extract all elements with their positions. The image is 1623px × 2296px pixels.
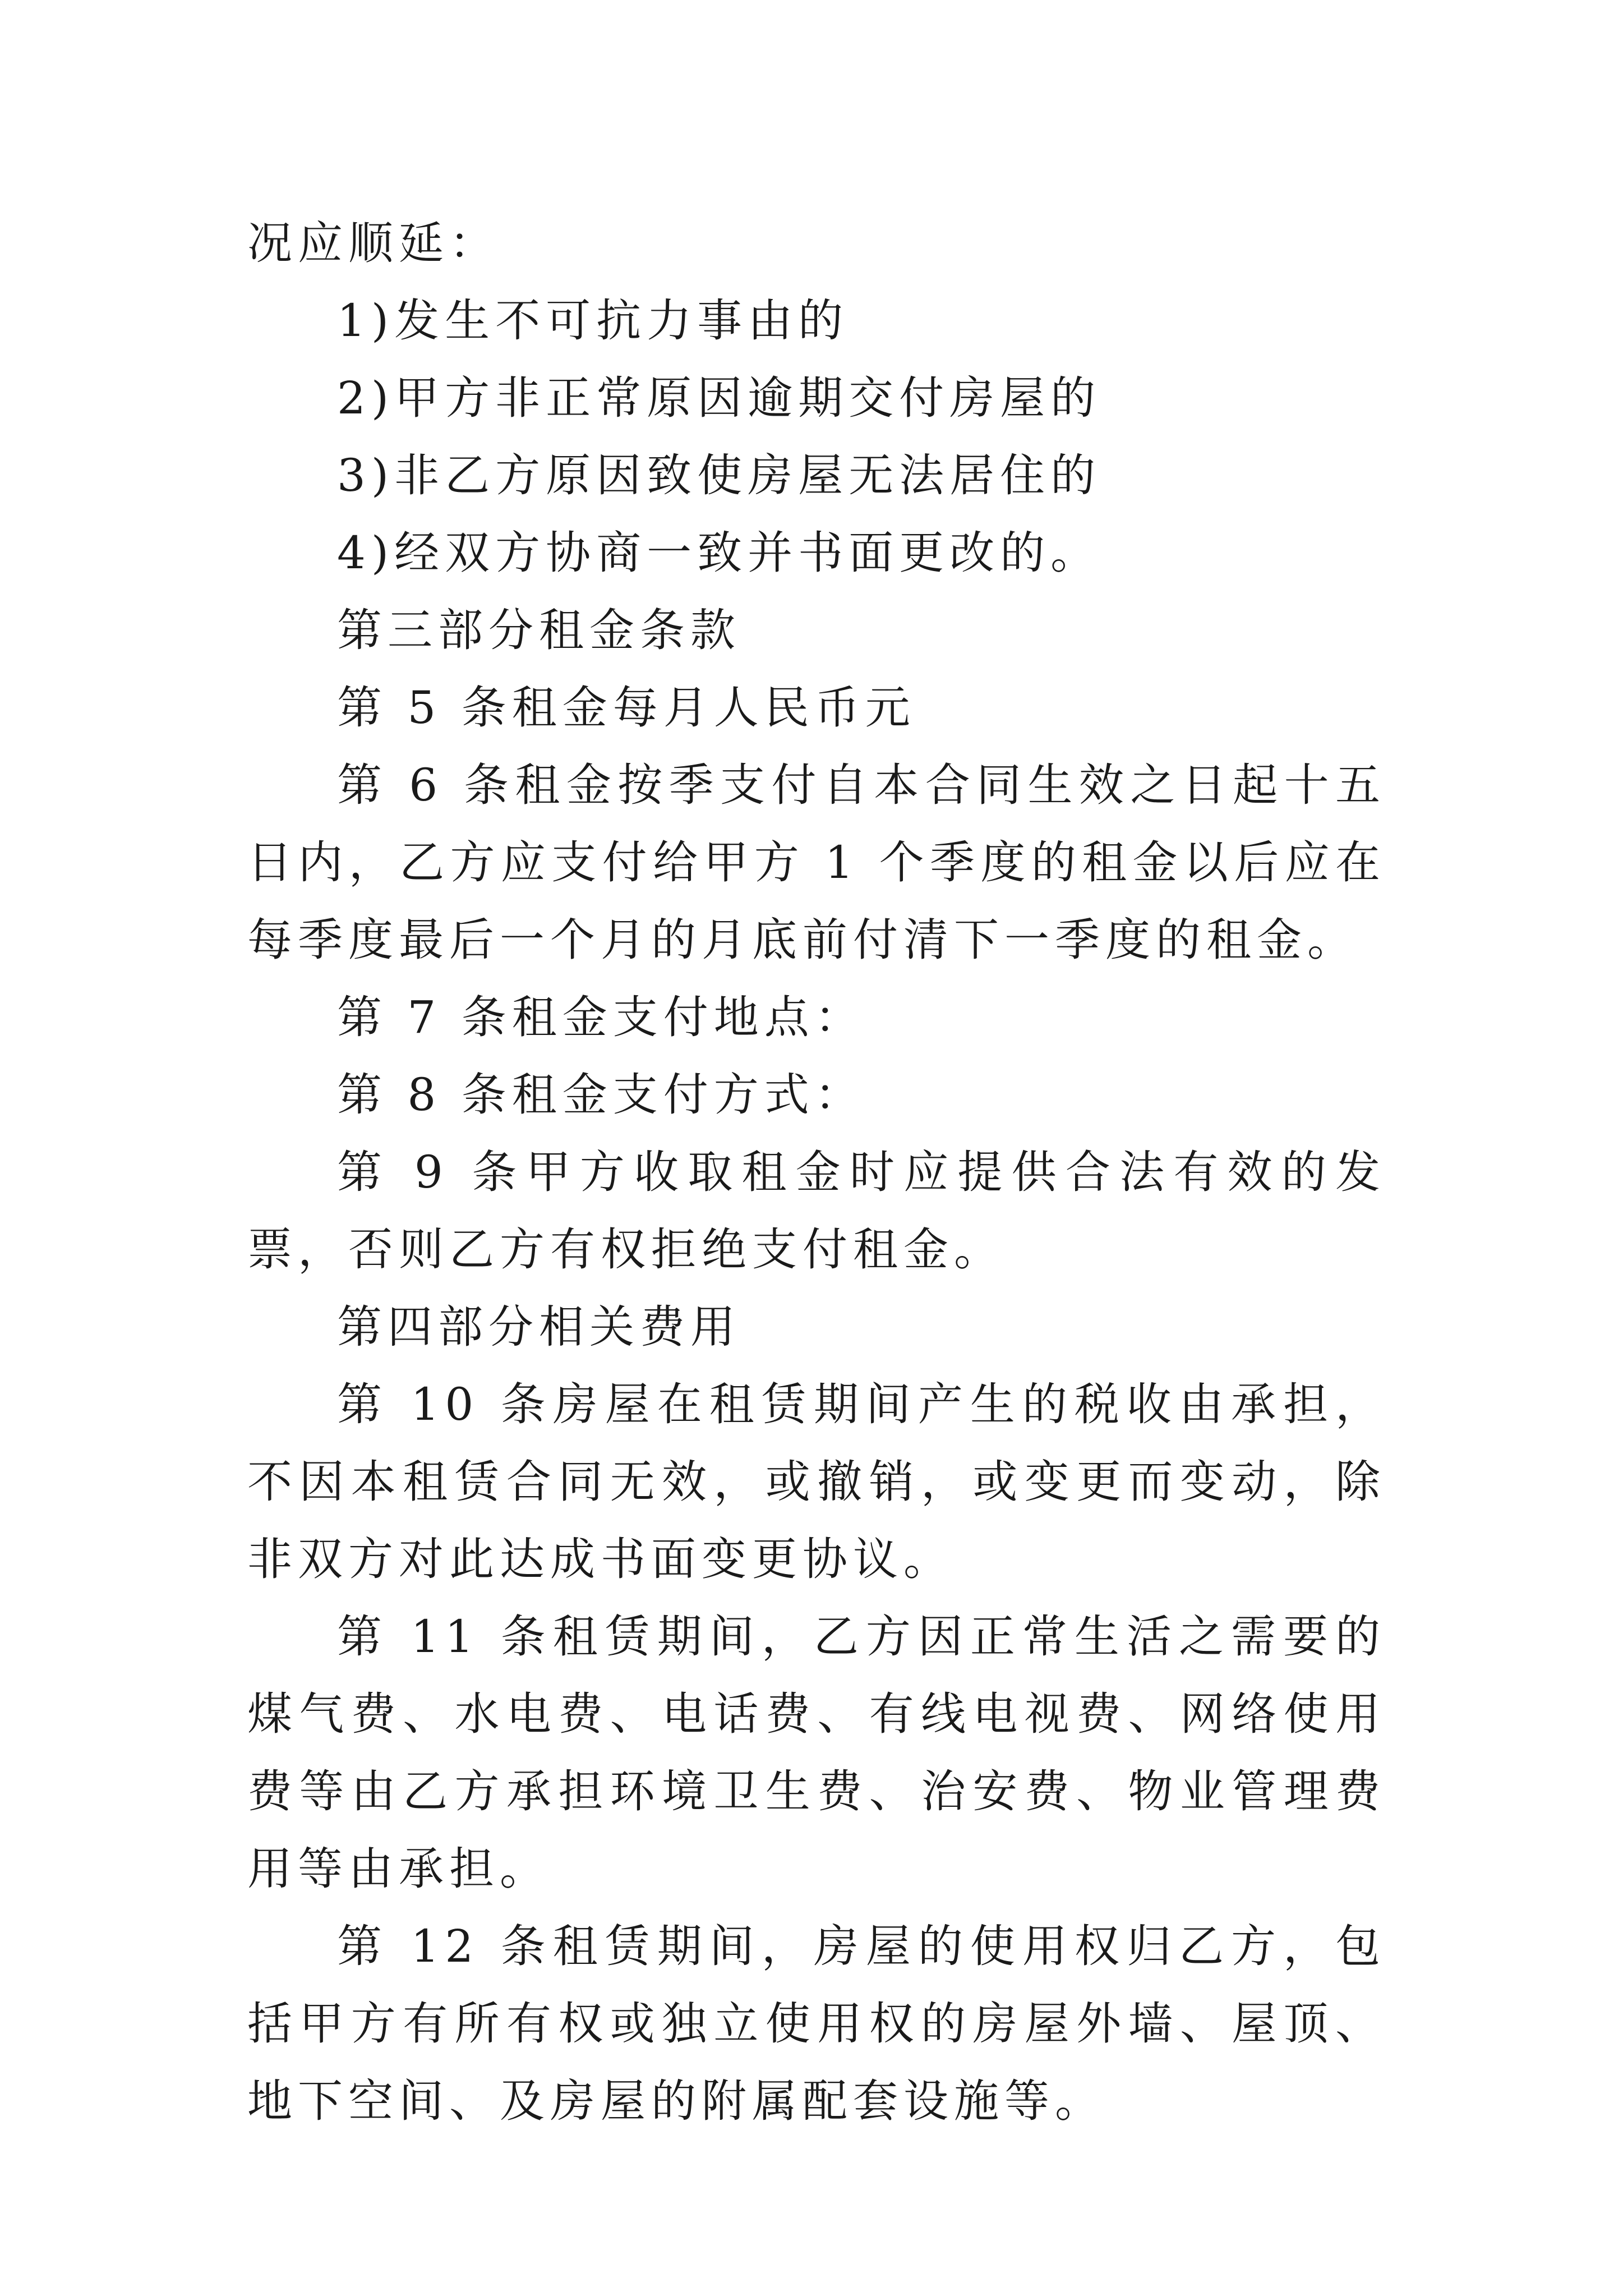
article-9: 第 9 条甲方收取租金时应提供合法有效的发票，否则乙方有权拒绝支付租金。 [247, 1146, 1386, 1276]
document-body [247, 205, 1386, 2140]
article-8: 第 8 条租金支付方式： [337, 1069, 865, 1121]
article-11: 第 11 条租赁期间，乙方因正常生活之需要的煤气费、水电费、电话费、有线电视费、网络使用费等由乙方承担环境卫生费、治安费、物业管理费用等由承担。 [247, 1611, 1386, 1895]
article-7: 第 7 条租金支付地点： [337, 991, 865, 1043]
paragraph-continuation: 况应顺延： [247, 217, 500, 269]
list-item-2: 2)甲方非正常原因逾期交付房屋的 [337, 372, 1101, 424]
list-item-3: 3)非乙方原因致使房屋无法居住的 [337, 449, 1101, 501]
section-heading-part-3: 第三部分租金条款 [337, 604, 741, 656]
article-12: 第 12 条租赁期间，房屋的使用权归乙方，包括甲方有所有权或独立使用权的房屋外墙、屋顶、地下空间、及房屋的附属配套设施等。 [247, 1920, 1386, 2127]
article-5: 第 5 条租金每月人民币元 [337, 682, 916, 734]
list-item-1: 1)发生不可抗力事由的 [337, 295, 849, 347]
article-10: 第 10 条房屋在租赁期间产生的税收由承担，不因本租赁合同无效，或撤销，或变更而变动，除非双方对此达成书面变更协议。 [247, 1378, 1386, 1585]
list-item-4: 4)经双方协商一致并书面更改的。 [337, 527, 1101, 579]
section-heading-part-4: 第四部分相关费用 [337, 1301, 741, 1353]
article-6: 第 6 条租金按季支付自本合同生效之日起十五日内，乙方应支付给甲方 1 个季度的租金以后应在每季度最后一个月的月底前付清下一季度的租金。 [247, 759, 1386, 966]
